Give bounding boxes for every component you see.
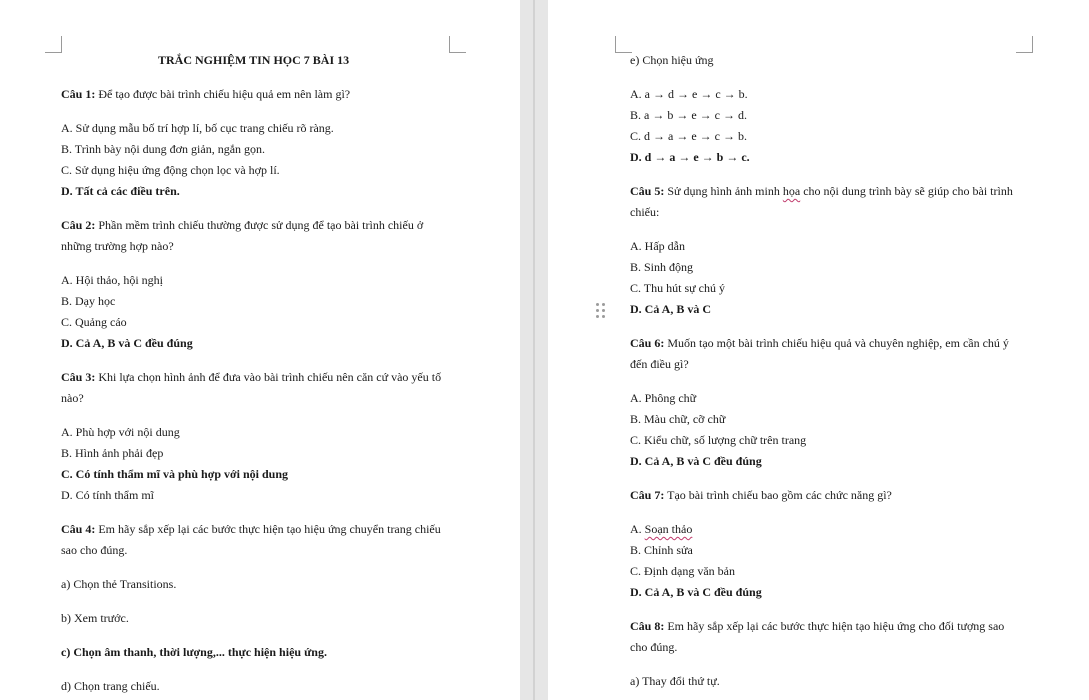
answer-option: C. Quảng cáo [61, 315, 127, 329]
question-label: Câu 3: [61, 370, 96, 384]
answer-option: A. Phông chữ [630, 391, 697, 405]
step-item: d) Chọn trang chiếu. [61, 679, 160, 693]
question-text-cont: sao cho đúng. [61, 543, 128, 557]
question-text: Phần mềm trình chiếu thường được sử dụng để tạo bài trình chiếu ở [95, 218, 424, 232]
question-label: Câu 2: [61, 218, 96, 232]
answer-option: C. d → a → e → c → b. [630, 129, 747, 143]
question-6 [630, 336, 1009, 350]
step-item: a) Chọn thẻ Transitions. [61, 577, 177, 591]
question-label: Câu 6: [630, 336, 665, 350]
question-text: Để tạo được bài trình chiếu hiệu quả em nên làm gì? [95, 87, 351, 101]
spelling-flagged-word[interactable]: họa [782, 184, 801, 198]
margin-corner-top-right [1016, 36, 1033, 53]
answer-option: C. Định dạng văn bản [630, 564, 735, 578]
answer-option-correct: D. Cả A, B và C [630, 302, 712, 316]
step-item: c) Chọn âm thanh, thời lượng,... thực hiện hiệu ứng. [61, 645, 327, 659]
answer-option: A. Hội thảo, hội nghị [61, 273, 163, 287]
step-item: e) Chọn hiệu ứng [630, 53, 714, 67]
question-text: Muốn tạo một bài trình chiếu hiệu quả và chuyên nghiệp, em cần chú ý [664, 336, 1009, 350]
question-text: Em hãy sắp xếp lại các bước thực hiện tạo hiệu ứng chuyển trang chiếu [95, 522, 441, 536]
question-3 [61, 370, 441, 384]
step-item: b) Xem trước. [61, 611, 129, 625]
answer-option: C. Thu hút sự chú ý [630, 281, 725, 295]
question-label: Câu 8: [630, 619, 665, 633]
answer-option: C. Kiểu chữ, số lượng chữ trên trang [630, 433, 807, 447]
question-text-cont: nào? [61, 391, 84, 405]
spelling-flagged-word[interactable]: Soạn thảo [644, 522, 693, 536]
answer-option: A. a → d → e → c → b. [630, 87, 748, 101]
question-label: Câu 1: [61, 87, 96, 101]
margin-corner-top-left [45, 36, 62, 53]
answer-option-correct: D. Cả A, B và C đều đúng [61, 336, 193, 350]
answer-option: D. Có tính thẩm mĩ [61, 488, 154, 502]
question-text: Em hãy sắp xếp lại các bước thực hiện tạo hiệu ứng cho đối tượng sao [664, 619, 1005, 633]
question-text: Sử dụng hình ảnh minh [664, 184, 783, 198]
answer-option-correct: D. Cả A, B và C đều đúng [630, 585, 762, 599]
question-label: Câu 5: [630, 184, 665, 198]
answer-option: B. Chỉnh sửa [630, 543, 693, 557]
document-title: TRẮC NGHIỆM TIN HỌC 7 BÀI 13 [158, 53, 350, 67]
answer-option: B. Màu chữ, cỡ chữ [630, 412, 726, 426]
answer-option: B. Hình ảnh phải đẹp [61, 446, 164, 460]
question-text: cho nội dung trình bày sẽ giúp cho bài trình [800, 184, 1013, 198]
question-5 [630, 184, 1013, 198]
question-1 [61, 87, 350, 101]
question-label: Câu 7: [630, 488, 665, 502]
answer-option: C. Sử dụng hiệu ứng động chọn lọc và hợp lí. [61, 163, 280, 177]
question-text: Tạo bài trình chiếu bao gồm các chức năng gì? [664, 488, 892, 502]
answer-option: A. Phù hợp với nội dung [61, 425, 180, 439]
question-7 [630, 488, 892, 502]
answer-option: A. Sử dụng mẫu bố trí hợp lí, bố cục trang chiếu rõ ràng. [61, 121, 334, 135]
answer-option: B. Sinh động [630, 260, 694, 274]
question-text-cont: đến điều gì? [630, 357, 689, 371]
answer-option-correct: D. Tất cả các điều trên. [61, 184, 180, 198]
option-prefix: A. [630, 522, 645, 536]
question-text-cont: những trường hợp nào? [61, 239, 174, 253]
answer-option-correct: D. d → a → e → b → c. [630, 150, 750, 164]
drag-handle-icon[interactable] [596, 303, 606, 319]
question-4 [61, 522, 441, 536]
question-text-cont: chiếu: [630, 205, 660, 219]
margin-corner-top-left [615, 36, 632, 53]
answer-option: B. a → b → e → c → d. [630, 108, 747, 122]
question-2 [61, 218, 423, 232]
question-8 [630, 619, 1004, 633]
step-item: a) Thay đổi thứ tự. [630, 674, 720, 688]
answer-option: A. Hấp dẫn [630, 239, 685, 253]
answer-option-correct: D. Cả A, B và C đều đúng [630, 454, 762, 468]
question-label: Câu 4: [61, 522, 96, 536]
question-text-cont: cho đúng. [630, 640, 678, 654]
document-page-left [0, 0, 520, 700]
answer-option: B. Dạy học [61, 294, 116, 308]
answer-option [630, 522, 692, 536]
answer-option: B. Trình bày nội dung đơn giản, ngắn gọn. [61, 142, 266, 156]
margin-corner-top-right [449, 36, 466, 53]
answer-option-correct: C. Có tính thẩm mĩ và phù hợp với nội dung [61, 467, 289, 481]
question-text: Khi lựa chọn hình ảnh để đưa vào bài trình chiếu nên căn cứ vào yếu tố [95, 370, 442, 384]
document-page-right [548, 0, 1089, 700]
page-divider [533, 0, 535, 700]
